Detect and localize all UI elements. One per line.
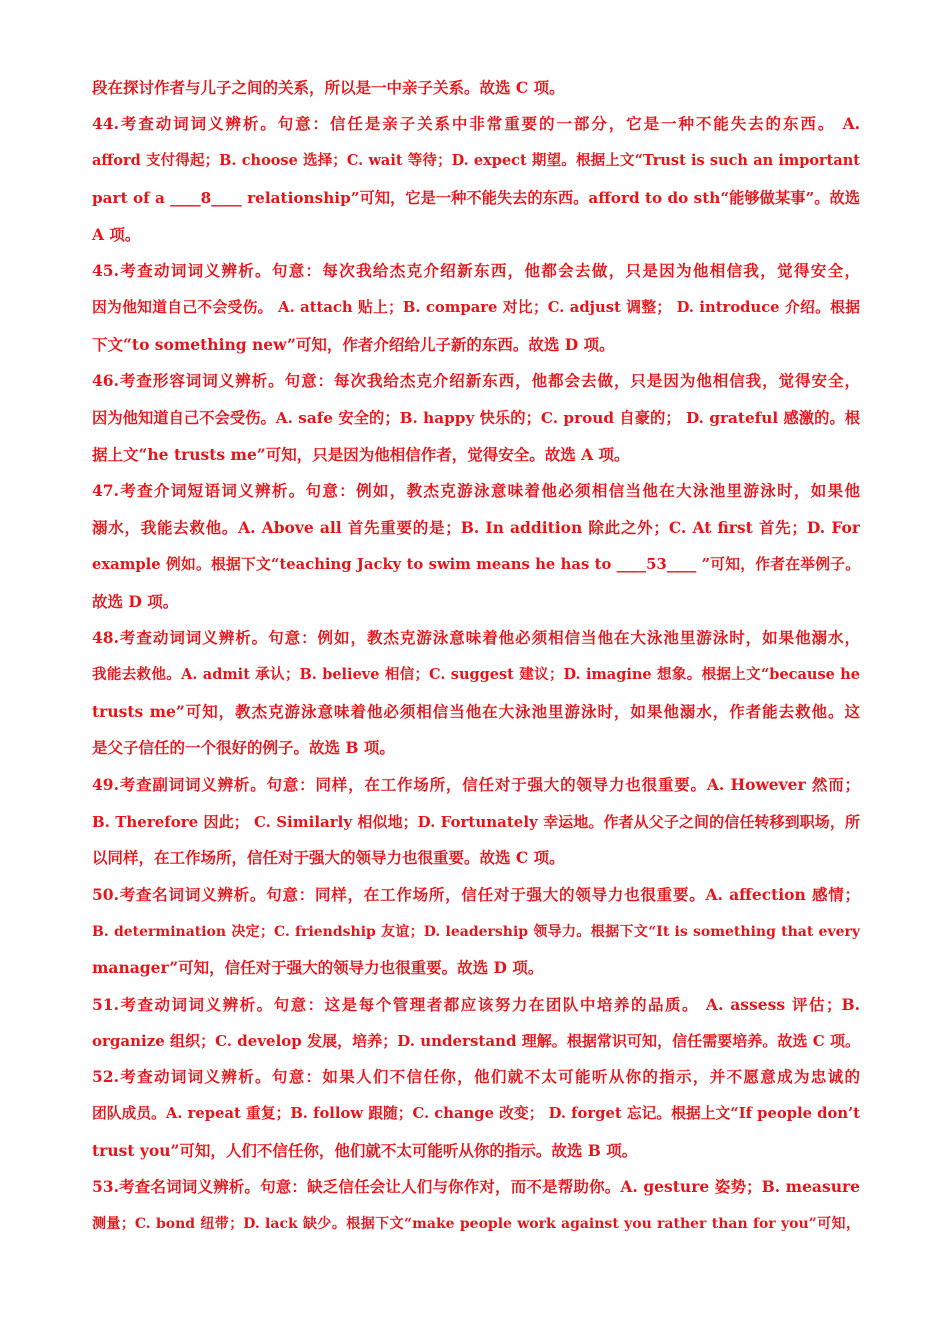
text-line: 45.考查动词词义辨析。句意：每次我给杰克介绍新东西，他都会去做，只是因为他相信我，觉得安全， xyxy=(92,261,860,280)
text-line: 我能去救他。A. admit 承认；B. believe 相信；C. suggest 建议；D. imagine 想象。根据上文“because he xyxy=(92,666,860,683)
text-line: 因为他知道自己不会受伤。A. safe 安全的；B. happy 快乐的；C. proud 自豪的； D. grateful 感激的。根 xyxy=(92,409,860,427)
text-line: 故选 D 项。 xyxy=(92,592,179,611)
text-line: 是父子信任的一个很好的例子。故选 B 项。 xyxy=(92,738,395,757)
text-line: manager”可知，信任对于强大的领导力也很重要。故选 D 项。 xyxy=(92,958,544,977)
text-line: 49.考查副词词义辨析。句意：同样，在工作场所，信任对于强大的领导力也很重要。A. However 然而； xyxy=(92,775,860,794)
text-line: trusts me”可知，教杰克游泳意味着他必须相信当他在大泳池里游泳时，如果他溺水，作者能去救他。这 xyxy=(92,702,860,721)
text-line: 53.考查名词词义辨析。句意：缺乏信任会让人们与你作对，而不是帮助你。A. gesture 姿势；B. measure xyxy=(92,1177,860,1196)
text-line: 团队成员。A. repeat 重复；B. follow 跟随；C. change 改变； D. forget 忘记。根据上文“If people don’t xyxy=(92,1105,860,1122)
text-line: afford 支付得起；B. choose 选择；C. wait 等待；D. expect 期望。根据上文“Trust is such an important xyxy=(92,152,860,169)
text-line: 据上文“he trusts me”可知，只是因为他相信作者，觉得安全。故选 A 项。 xyxy=(92,445,630,464)
text-line: 48.考查动词词义辨析。句意：例如，教杰克游泳意味着他必须相信当他在大泳池里游泳时，如果他溺水， xyxy=(92,628,860,647)
text-line: 52.考查动词词义辨析。句意：如果人们不信任你，他们就不太可能听从你的指示，并不愿意成为忠诚的 xyxy=(92,1067,860,1086)
text-line: 溺水，我能去救他。A. Above all 首先重要的是；B. In addition 除此之外；C. At first 首先；D. For xyxy=(92,518,860,537)
text-line: 以同样，在工作场所，信任对于强大的领导力也很重要。故选 C 项。 xyxy=(92,848,565,867)
text-line: 50.考查名词词义辨析。句意：同样，在工作场所，信任对于强大的领导力也很重要。A. affection 感情； xyxy=(92,885,860,904)
text-line: 51.考查动词词义辨析。句意：这是每个管理者都应该努力在团队中培养的品质。 A. assess 评估；B. xyxy=(92,995,860,1014)
text-line: example 例如。根据下文“teaching Jacky to swim means he has to ____53____ ”可知，作者在举例子。 xyxy=(92,556,860,573)
text-line: 因为他知道自己不会受伤。 A. attach 贴上；B. compare 对比；C. adjust 调整； D. introduce 介绍。根据 xyxy=(92,299,860,316)
text-line: 测量；C. bond 纽带；D. lack 缺少。根据下文“make people work against you rather than for you”可知， xyxy=(92,1216,860,1232)
text-line: B. determination 决定；C. friendship 友谊；D. leadership 领导力。根据下文“It is something that every xyxy=(92,924,860,940)
text-line: part of a ____8____ relationship”可知，它是一种不能失去的东西。afford to do sth“能够做某事”。故选 xyxy=(92,189,860,207)
text-line: A 项。 xyxy=(92,225,141,244)
text-line: 46.考查形容词词义辨析。句意：每次我给杰克介绍新东西，他都会去做，只是因为他相信我，觉得安全， xyxy=(92,371,860,390)
text-line: organize 组织；C. develop 发展，培养；D. understand 理解。根据常识可知，信任需要培养。故选 C 项。 xyxy=(92,1032,860,1050)
text-line: B. Therefore 因此； C. Similarly 相似地；D. Fortunately 幸运地。作者从父子之间的信任转移到职场，所 xyxy=(92,813,860,831)
text-line: 44.考查动词词义辨析。句意：信任是亲子关系中非常重要的一部分，它是一种不能失去的东西。 A. xyxy=(92,114,860,133)
text-line: trust you”可知，人们不信任你，他们就不太可能听从你的指示。故选 B 项。 xyxy=(92,1141,638,1160)
text-line: 下文“to something new”可知，作者介绍给儿子新的东西。故选 D 项。 xyxy=(92,335,615,354)
text-line: 段在探讨作者与儿子之间的关系，所以是一中亲子关系。故选 C 项。 xyxy=(92,78,565,97)
text-line: 47.考查介词短语词义辨析。句意：例如，教杰克游泳意味着他必须相信当他在大泳池里游泳时，如果他 xyxy=(92,481,860,500)
